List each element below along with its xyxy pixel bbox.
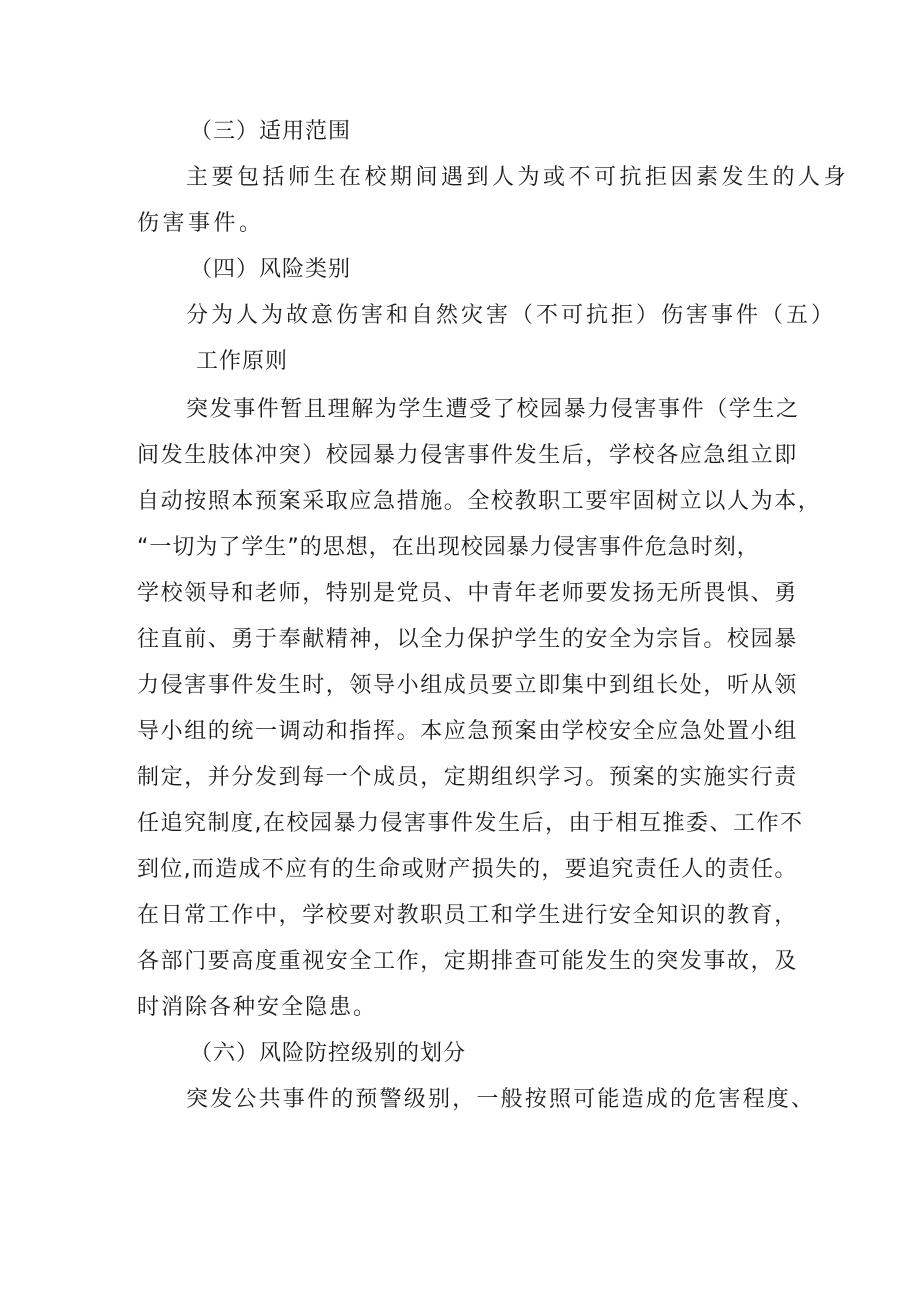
paragraph-line: 突发公共事件的预警级别，一般按照可能造成的危害程度、 <box>186 1087 816 1112</box>
paragraph-line: 主要包括师生在校期间遇到人为或不可抗拒因素发生的人身 <box>186 165 850 190</box>
heading-risk-control-levels: （六）风险防控级别的划分 <box>190 1041 467 1066</box>
paragraph-line: 往直前、勇于奉献精神，以全力保护学生的安全为宗旨。校园暴 <box>137 627 798 652</box>
paragraph-line: 间发生肢体冲突）校园暴力侵害事件发生后，学校各应急组立即 <box>137 443 798 468</box>
paragraph-line: 自动按照本预案采取应急措施。全校教职工要牢固树立以人为本， <box>137 489 822 514</box>
paragraph-line: 制定，并分发到每一个成员，定期组织学习。预案的实施实行责 <box>137 765 798 790</box>
paragraph-line: 各部门要高度重视安全工作，定期排查可能发生的突发事故，及 <box>137 949 798 974</box>
paragraph-line: 任追究制度,在校园暴力侵害事件发生后，由于相互推委、工作不 <box>137 811 804 836</box>
heading-work-principle: 工作原则 <box>196 349 289 374</box>
paragraph-line: 学校领导和老师，特别是党员、中青年老师要发扬无所畏惧、勇 <box>137 581 798 606</box>
paragraph-line: 分为人为故意伤害和自然灾害（不可抗拒）伤害事件（五） <box>186 303 837 328</box>
paragraph-line: 时消除各种安全隐患。 <box>137 995 378 1020</box>
paragraph-line: 突发事件暂且理解为学生遭受了校园暴力侵害事件（学生之 <box>186 397 800 422</box>
paragraph-line: 在日常工作中，学校要对教职员工和学生进行安全知识的教育， <box>137 903 798 928</box>
paragraph-line: 导小组的统一调动和指挥。本应急预案由学校安全应急处置小组 <box>137 719 798 744</box>
paragraph-line: “一切为了学生”的思想，在出现校园暴力侵害事件危急时刻， <box>137 535 760 560</box>
paragraph-line: 力侵害事件发生时，领导小组成员要立即集中到组长处，听从领 <box>137 673 798 698</box>
heading-scope: （三）适用范围 <box>190 119 352 144</box>
paragraph-line: 伤害事件。 <box>137 211 265 236</box>
paragraph-line: 到位,而造成不应有的生命或财产损失的，要追究责任人的责任。 <box>137 857 798 882</box>
heading-risk-category: （四）风险类别 <box>190 257 352 282</box>
